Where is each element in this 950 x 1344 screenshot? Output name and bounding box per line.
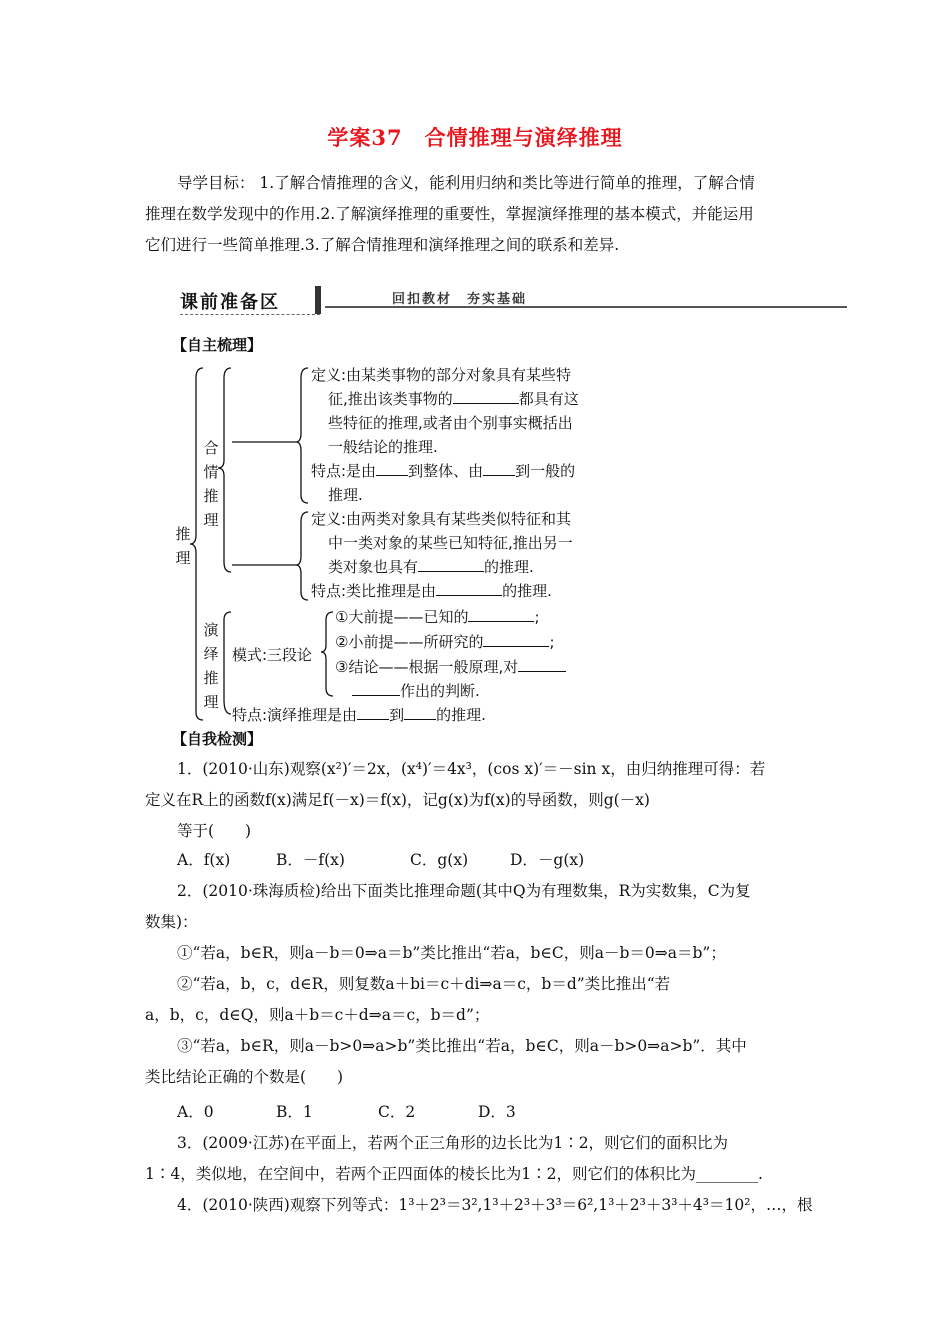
induction-feature-2: 推理. bbox=[328, 486, 363, 504]
q4-line-1: 4．(2010·陕西)观察下列等式：1³＋2³＝3²,1³＋2³＋3³＝6²,1³＋2³＋3³＋4³＝10²，…，根 bbox=[177, 1196, 813, 1214]
q2-line-1: 2．(2010·珠海质检)给出下面类比推理命题(其中Q为有理数集，R为实数集，C为复 bbox=[177, 882, 751, 900]
induction-def-1: 定义:由某类事物的部分对象具有某些特 bbox=[311, 366, 572, 384]
syllogism-brace bbox=[321, 612, 333, 696]
blank bbox=[357, 705, 389, 720]
q1-line-3: 等于( ) bbox=[177, 822, 252, 840]
induction-def-3: 些特征的推理,或者由个别事实概括出 bbox=[328, 414, 573, 432]
blank bbox=[352, 681, 400, 696]
q2-line-5: a，b，c，d∈Q，则a＋b＝c＋d⇒a＝c，b＝d”； bbox=[145, 1006, 490, 1024]
blank bbox=[418, 557, 484, 572]
q2-line-7: 类比结论正确的个数是( ) bbox=[145, 1068, 344, 1086]
blank bbox=[483, 632, 549, 647]
question-2 bbox=[145, 876, 805, 1093]
question-4 bbox=[145, 1190, 813, 1221]
blank bbox=[436, 581, 502, 596]
yanyi-label: 演 绎 推 理 bbox=[203, 621, 219, 711]
q2-line-2: 数集)： bbox=[145, 913, 198, 931]
q2-option-b[interactable]: B．1 bbox=[276, 1103, 313, 1121]
q3-line-1: 3．(2009·江苏)在平面上，若两个正三角形的边长比为1∶2，则它们的面积比为 bbox=[177, 1134, 729, 1152]
major-premise: ①大前提——已知的 ; bbox=[335, 608, 540, 626]
q2-line-4: ②“若a，b，c，d∈R，则复数a＋bi＝c＋di⇒a＝c，b＝d”类比推出“若 bbox=[177, 975, 671, 993]
q1-option-b[interactable]: B．－f(x) bbox=[276, 851, 345, 869]
q2-option-c[interactable]: C．2 bbox=[378, 1103, 416, 1121]
q1-line-1: 1．(2010·山东)观察(x²)′＝2x，(x⁴)′＝4x³，(cos x)′＝－sin x，由归纳推理可得：若 bbox=[177, 760, 766, 778]
intro-line-1: 导学目标： 1.了解合情推理的含义，能利用归纳和类比等进行简单的推理，了解合情 bbox=[177, 174, 755, 192]
section-title: 课前准备区 bbox=[180, 292, 280, 313]
conclusion: ③结论——根据一般原理,对 bbox=[335, 656, 566, 677]
question-3 bbox=[145, 1128, 805, 1190]
analogy-def-2: 中一类对象的某些已知特征,推出另一 bbox=[328, 534, 573, 552]
q1-option-c[interactable]: C．g(x) bbox=[410, 851, 469, 869]
analogy-def-1: 定义:由两类对象具有某些类似特征和其 bbox=[311, 510, 572, 528]
intro-line-2: 推理在数学发现中的作用.2.了解演绎推理的重要性，掌握演绎推理的基本模式，并能运用 bbox=[145, 205, 754, 223]
analogy-feature: 特点:类比推理是由 的推理. bbox=[311, 582, 552, 600]
blank bbox=[404, 705, 436, 720]
analogy-brace bbox=[296, 512, 308, 600]
q3-line-2: 1∶4，类似地，在空间中，若两个正四面体的棱长比为1∶2，则它们的体积比为________. bbox=[145, 1165, 763, 1183]
yanyi-brace bbox=[224, 612, 231, 714]
blank bbox=[453, 389, 519, 404]
conclusion-2: 作出的判断. bbox=[352, 680, 480, 701]
induction-brace bbox=[296, 368, 308, 503]
self-test-label: 【自我检测】 bbox=[172, 730, 263, 748]
induction-feature: 特点:是由 到整体、由 到一般的 bbox=[311, 462, 576, 480]
q1-option-a[interactable]: A．f(x) bbox=[177, 851, 231, 869]
deduction-mode: 模式:三段论 bbox=[232, 646, 313, 664]
root-label: 推 理 bbox=[175, 525, 191, 567]
blank bbox=[518, 657, 566, 672]
self-review-label: 【自主梳理】 bbox=[172, 336, 263, 354]
minor-premise: ②小前提——所研究的 ; bbox=[335, 633, 555, 651]
blank bbox=[483, 461, 515, 476]
induction-def-2: 征,推出该类事物的 都具有这 bbox=[328, 390, 579, 408]
analogy-def-3: 类对象也具有 的推理. bbox=[328, 558, 534, 576]
q2-option-a[interactable]: A．0 bbox=[177, 1103, 214, 1121]
blank bbox=[468, 607, 534, 622]
q1-line-2: 定义在R上的函数f(x)满足f(－x)＝f(x)，记g(x)为f(x)的导函数，则g(－x) bbox=[145, 791, 650, 809]
q2-line-3: ①“若a，b∈R，则a－b＝0⇒a＝b”类比推出“若a，b∈C，则a－b＝0⇒a＝b”； bbox=[177, 944, 726, 962]
deduction-feature: 特点:演绎推理是由 到 的推理. bbox=[232, 706, 486, 724]
heqing-label: 合 情 推 理 bbox=[203, 439, 219, 529]
intro-line-3: 它们进行一些简单推理.3.了解合情推理和演绎推理之间的联系和差异. bbox=[145, 236, 620, 254]
induction-def-4: 一般结论的推理. bbox=[328, 438, 438, 456]
page-title: 学案37 合情推理与演绎推理 bbox=[327, 125, 623, 150]
question-1 bbox=[145, 754, 805, 847]
q1-option-d[interactable]: D．－g(x) bbox=[510, 851, 585, 869]
section-subtitle: 回扣教材 夯实基础 bbox=[392, 292, 528, 307]
q2-option-d[interactable]: D．3 bbox=[478, 1103, 516, 1121]
q2-line-6: ③“若a，b∈R，则a－b>0⇒a>b”类比推出“若a，b∈C，则a－b>0⇒a>b”．其中 bbox=[177, 1037, 747, 1055]
blank bbox=[376, 461, 408, 476]
